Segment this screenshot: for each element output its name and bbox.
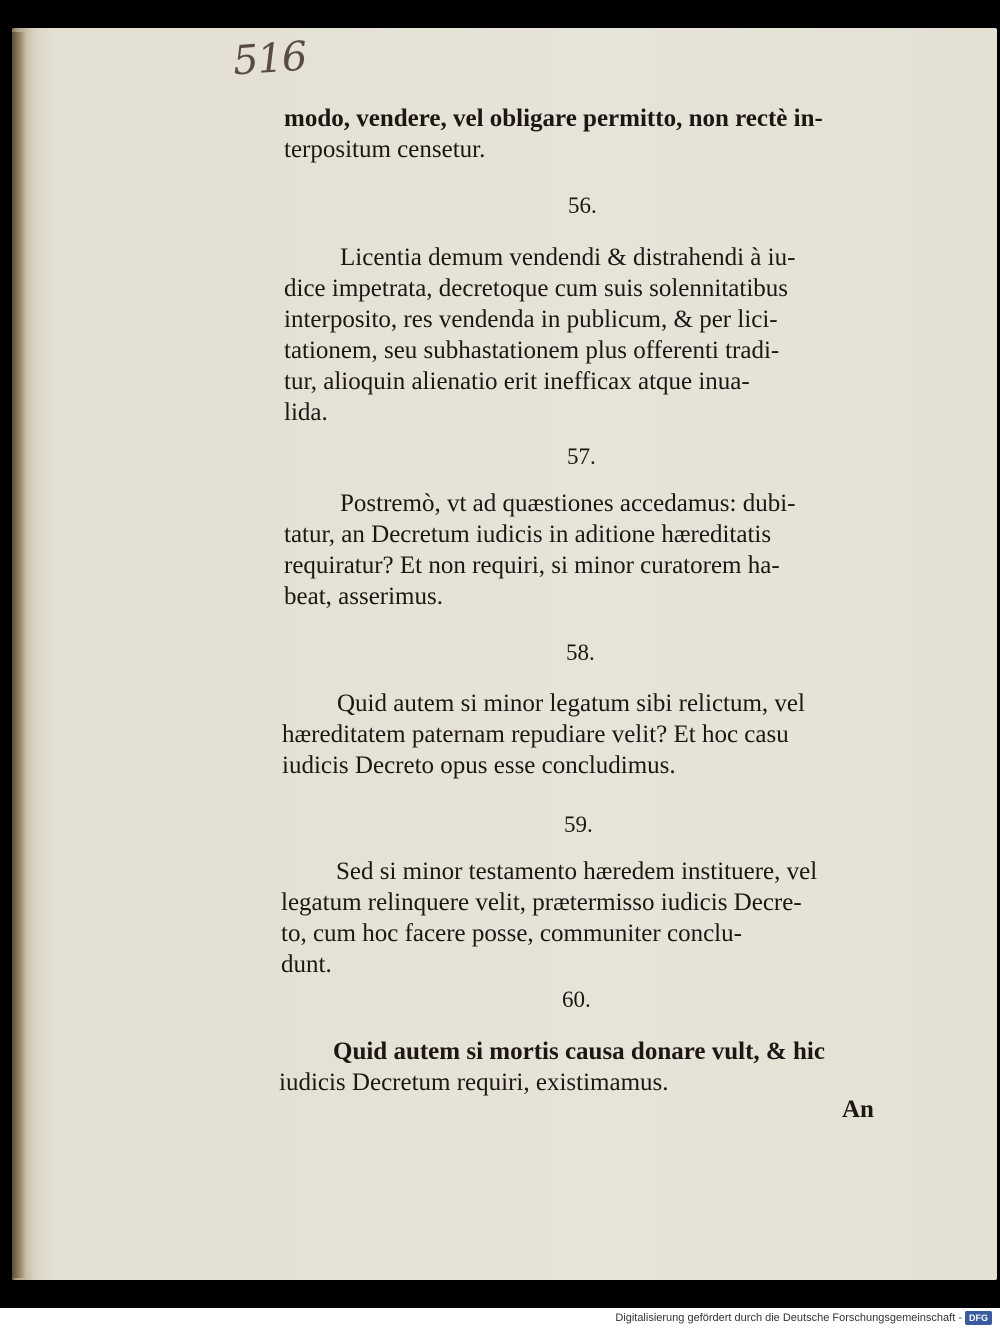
dfg-logo-icon: DFG xyxy=(965,1311,992,1325)
text-line: to, cum hoc facere posse, communiter conclu- xyxy=(281,920,742,947)
footer-credit: Digitalisierung gefördert durch die Deutsche Forschungsgemeinschaft - xyxy=(615,1312,962,1324)
text-line: iudicis Decreto opus esse concludimus. xyxy=(282,752,676,779)
text-line: hæreditatem paternam repudiare velit? Et hoc casu xyxy=(282,721,789,748)
text-line: tationem, seu subhastationem plus offerenti tradi- xyxy=(284,337,780,364)
section-number: 59. xyxy=(564,812,593,837)
text-line: dice impetrata, decretoque cum suis solennitatibus xyxy=(284,275,789,302)
section-number: 58. xyxy=(566,640,595,665)
text-line: Sed si minor testamento hæredem instituere, vel xyxy=(336,858,818,885)
text-line: terpositum censetur. xyxy=(284,136,486,163)
handwritten-page-number: 516 xyxy=(231,33,308,85)
text-line: iudicis Decretum requiri, existimamus. xyxy=(279,1069,669,1096)
text-line: Quid autem si mortis causa donare vult, & hic xyxy=(333,1038,825,1065)
text-line: modo, vendere, vel obligare permitto, non rectè in- xyxy=(284,105,823,132)
section-number: 60. xyxy=(562,987,591,1012)
text-line: Quid autem si minor legatum sibi relictum, vel xyxy=(337,690,805,717)
text-line: requiratur? Et non requiri, si minor curatorem ha- xyxy=(284,552,780,579)
text-line: tur, alioquin alienatio erit inefficax atque inua- xyxy=(284,368,750,395)
text-line: lida. xyxy=(284,399,328,426)
text-line: Licentia demum vendendi & distrahendi à iu- xyxy=(340,244,796,271)
text-line: dunt. xyxy=(281,951,332,978)
text-line: beat, asserimus. xyxy=(284,583,443,610)
text-line: interposito, res vendenda in publicum, & per lici- xyxy=(284,306,778,333)
text-line: tatur, an Decretum iudicis in aditione hæreditatis xyxy=(284,521,772,548)
section-number: 56. xyxy=(568,193,597,218)
text-line: legatum relinquere velit, prætermisso iudicis Decre- xyxy=(281,889,802,916)
text-line: Postremò, vt ad quæstiones accedamus: dubi- xyxy=(340,490,796,517)
footer-bar xyxy=(0,1308,1000,1329)
section-number: 57. xyxy=(567,444,596,469)
catchword: An xyxy=(842,1096,874,1123)
page-binding-edge xyxy=(12,32,26,1278)
